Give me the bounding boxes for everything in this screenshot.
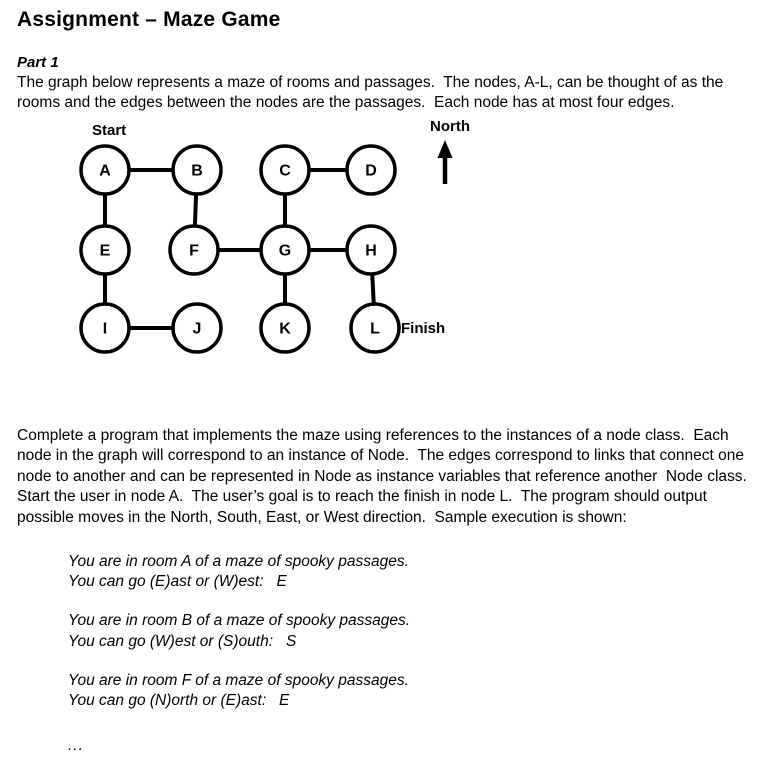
sample-block [68, 671, 767, 711]
maze-start-label: Start [92, 121, 127, 139]
sample-line: You are in room F of a maze of spooky passages. [68, 671, 409, 689]
sample-line: You can go (E)ast or (W)est: E [68, 573, 287, 591]
maze-node-label-J: J [192, 320, 202, 338]
maze-node-label-B: B [191, 162, 203, 180]
maze-node-label-G: G [278, 242, 292, 260]
sample-line: You can go (N)orth or (E)ast: E [68, 691, 290, 709]
maze-diagram [17, 118, 487, 364]
sample-line: You are in room A of a maze of spooky passages. [68, 553, 409, 571]
maze-node-label-L: L [370, 320, 380, 338]
sample-ellipsis: ... [68, 737, 84, 755]
page-title: Assignment – Maze Game [17, 8, 281, 31]
sample-block [68, 611, 767, 651]
sample-line: You are in room B of a maze of spooky passages. [68, 612, 411, 630]
part1-heading: Part 1 [17, 54, 59, 71]
north-arrow-icon [438, 140, 453, 184]
sample-block [68, 552, 767, 592]
intro-paragraph: The graph below represents a maze of rooms and passages. The nodes, A-L, can be thought of as the rooms and the edges between the nodes are the passages. Each node has at most four edges. [17, 74, 728, 112]
maze-node-label-K: K [279, 320, 291, 338]
maze-node-label-E: E [99, 242, 111, 260]
maze-node-label-F: F [189, 242, 199, 260]
maze-finish-label: Finish [401, 319, 446, 337]
sample-line: You can go (W)est or (S)outh: S [68, 632, 297, 650]
maze-node-label-D: D [365, 162, 377, 180]
maze-node-label-C: C [279, 162, 291, 180]
maze-node-label-H: H [365, 242, 377, 260]
maze-node-label-I: I [102, 320, 108, 338]
maze-node-label-A: A [99, 162, 111, 180]
maze-edges [105, 170, 375, 328]
instructions-paragraph: Complete a program that implements the maze using references to the instances of a node class. Each node in the graph will correspond to an instance of Node. The edges correspond to links that connect one node to another and can be represented in Node as instance variables that reference another Node class. Start the user in node A. The user’s goal is to reach the finish in node L. The program should output possible moves in the North, South, East, or West direction. Sample execution is shown: [17, 426, 756, 526]
maze-north-label: North [430, 117, 470, 135]
sample-execution [17, 552, 767, 711]
